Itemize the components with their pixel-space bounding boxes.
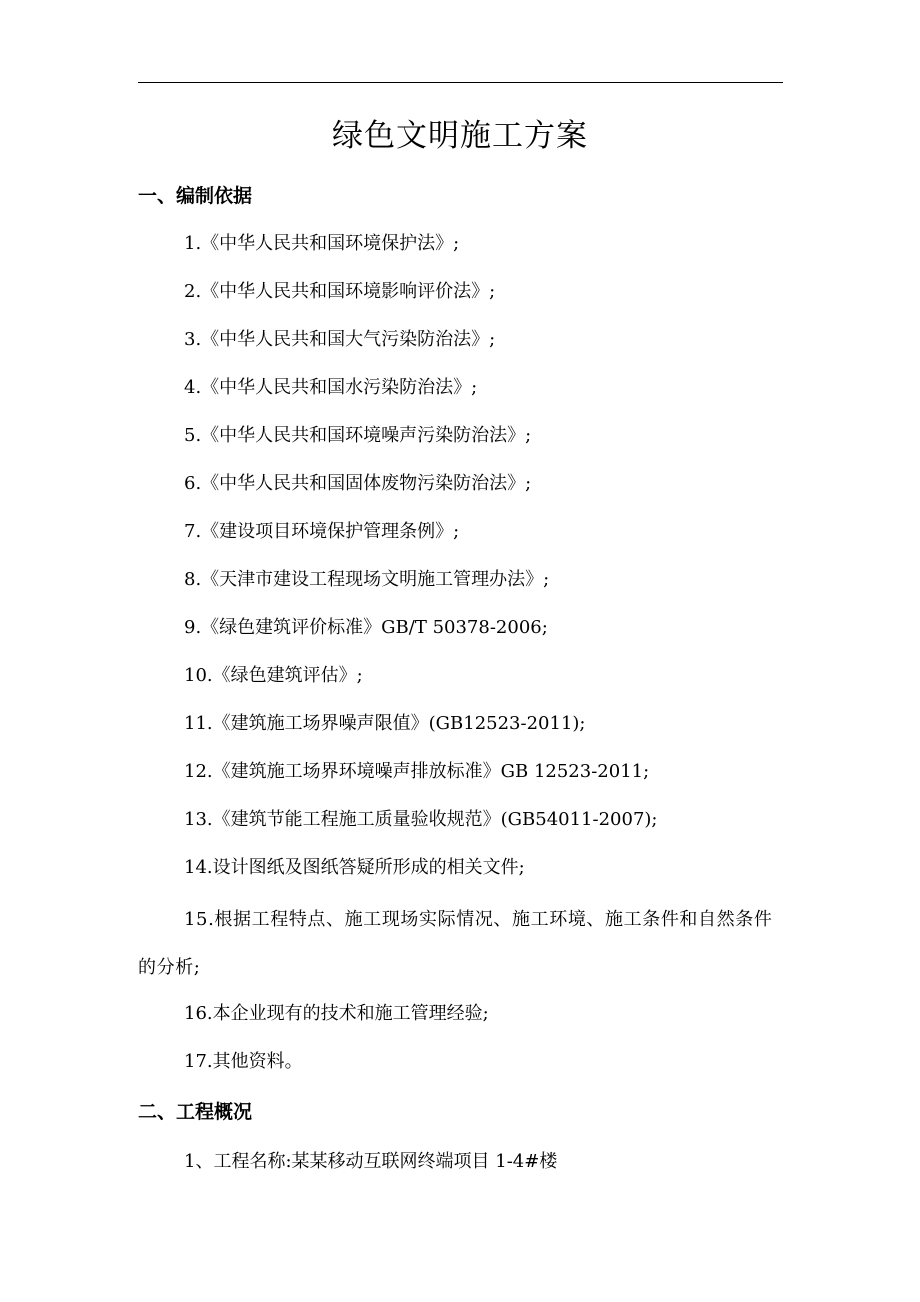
section-heading-basis: 一、编制依据 [138,185,253,207]
overview-item: 1、工程名称:某某移动互联网终端项目 1-4#楼 [184,1151,558,1172]
basis-item: 1.《中华人民共和国环境保护法》; [184,233,460,254]
basis-item: 7.《建设项目环境保护管理条例》; [184,521,460,542]
basis-item: 4.《中华人民共和国水污染防治法》; [184,377,478,398]
basis-item: 17.其他资料。 [184,1051,303,1072]
header-rule [138,82,783,83]
basis-item: 8.《天津市建设工程现场文明施工管理办法》; [184,569,550,590]
basis-item: 14.设计图纸及图纸答疑所形成的相关文件; [184,857,525,878]
basis-item: 16.本企业现有的技术和施工管理经验; [184,1003,489,1024]
basis-item: 12.《建筑施工场界环境噪声排放标准》GB 12523-2011; [184,761,650,782]
basis-item: 2.《中华人民共和国环境影响评价法》; [184,281,496,302]
basis-item: 5.《中华人民共和国环境噪声污染防治法》; [184,425,532,446]
basis-item-wrapped: 15.根据工程特点、施工现场实际情况、施工环境、施工条件和自然条件的分析; [138,909,773,978]
basis-item: 9.《绿色建筑评价标准》GB/T 50378-2006; [184,617,548,638]
section-heading-overview: 二、工程概况 [138,1101,253,1123]
basis-item: 13.《建筑节能工程施工质量验收规范》(GB54011-2007); [184,809,658,830]
document-title: 绿色文明施工方案 [332,118,588,154]
basis-item: 11.《建筑施工场界噪声限值》(GB12523-2011); [184,713,586,734]
basis-item: 6.《中华人民共和国固体废物污染防治法》; [184,473,532,494]
basis-item: 10.《绿色建筑评估》; [184,665,363,686]
basis-item: 3.《中华人民共和国大气污染防治法》; [184,329,496,350]
